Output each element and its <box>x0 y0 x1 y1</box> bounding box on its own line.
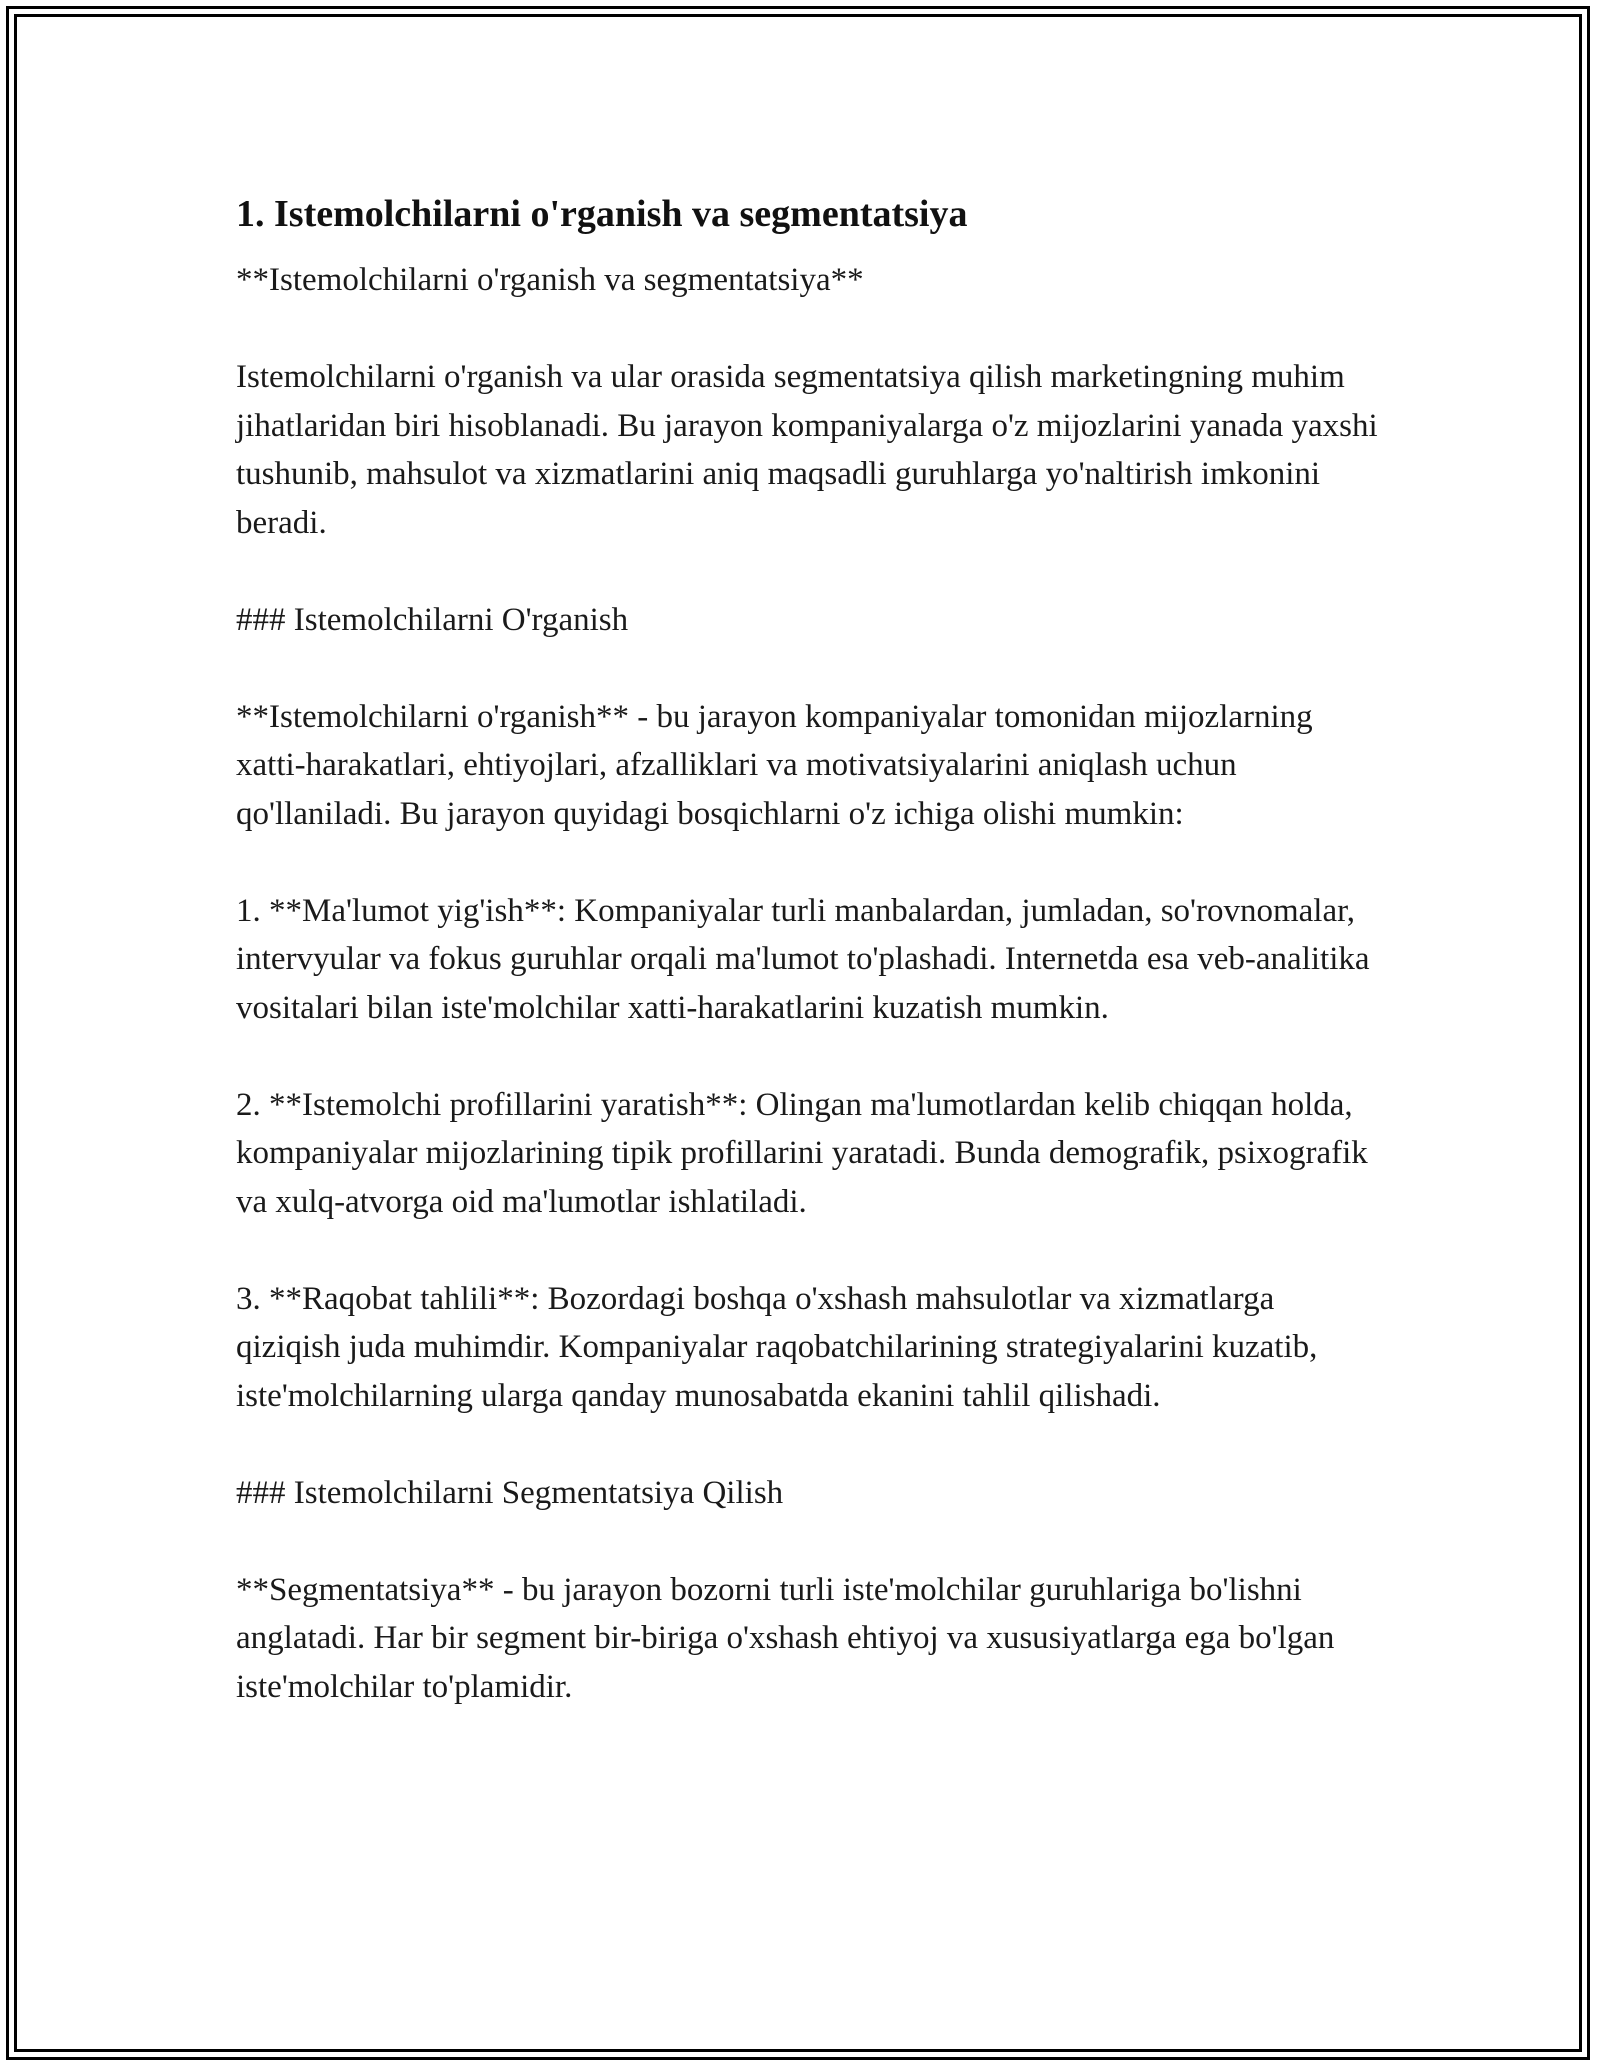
list-item-raqobat: 3. **Raqobat tahlili**: Bozordagi boshqa o'xshash mahsulotlar va xizmatlarga qiziqish juda muhimdir. Kompaniyalar raqobatchilarining strategiyalarini kuzatib, iste'molchilarning ularga qanday munosabatda ekanini tahlil qilishadi. <box>236 1280 1318 1414</box>
section-heading-organish: ### Istemolchilarni O'rganish <box>236 601 629 638</box>
document-body <box>236 188 1386 1760</box>
document-title: 1. Istemolchilarni o'rganish va segmentatsiya <box>236 193 968 235</box>
paragraph-bold-title: **Istemolchilarni o'rganish va segmentatsiya** <box>236 262 864 298</box>
section-heading-segmentatsiya: ### Istemolchilarni Segmentatsiya Qilish <box>236 1474 784 1511</box>
paragraph-organish-definition: **Istemolchilarni o'rganish** - bu jarayon kompaniyalar tomonidan mijozlarning xatti-harakatlari, ehtiyojlari, afzalliklari va motivatsiyalarini aniqlash uchun qo'llaniladi. Bu jarayon quyidagi bosqichlarni o'z ichiga olishi mumkin: <box>236 698 1313 832</box>
list-item-profillar: 2. **Istemolchi profillarini yaratish**: Olingan ma'lumotlardan kelib chiqqan holda, kompaniyalar mijozlarining tipik profillarini yaratadi. Bunda demografik, psixografik va xulq-atvorga oid ma'lumotlar ishlatiladi. <box>236 1086 1368 1220</box>
list-item-malumot-yigish: 1. **Ma'lumot yig'ish**: Kompaniyalar turli manbalardan, jumladan, so'rovnomalar, intervyular va fokus guruhlar orqali ma'lumot to'plashadi. Internetda esa veb-analitika vositalari bilan iste'molchilar xatti-harakatlarini kuzatish mumkin. <box>236 892 1370 1026</box>
paragraph-segmentatsiya-definition: **Segmentatsiya** - bu jarayon bozorni turli iste'molchilar guruhlariga bo'lishni anglatadi. Har bir segment bir-biriga o'xshash ehtiyoj va xususiyatlarga ega bo'lgan iste'molchilar to'plamidir. <box>236 1571 1335 1705</box>
paragraph-intro: Istemolchilarni o'rganish va ular orasida segmentatsiya qilish marketingning muhim jihatlaridan biri hisoblanadi. Bu jarayon kompaniyalarga o'z mijozlarini yanada yaxshi tushunib, mahsulot va xizmatlarini aniq maqsadli guruhlarga yo'naltirish imkonini beradi. <box>236 359 1378 541</box>
